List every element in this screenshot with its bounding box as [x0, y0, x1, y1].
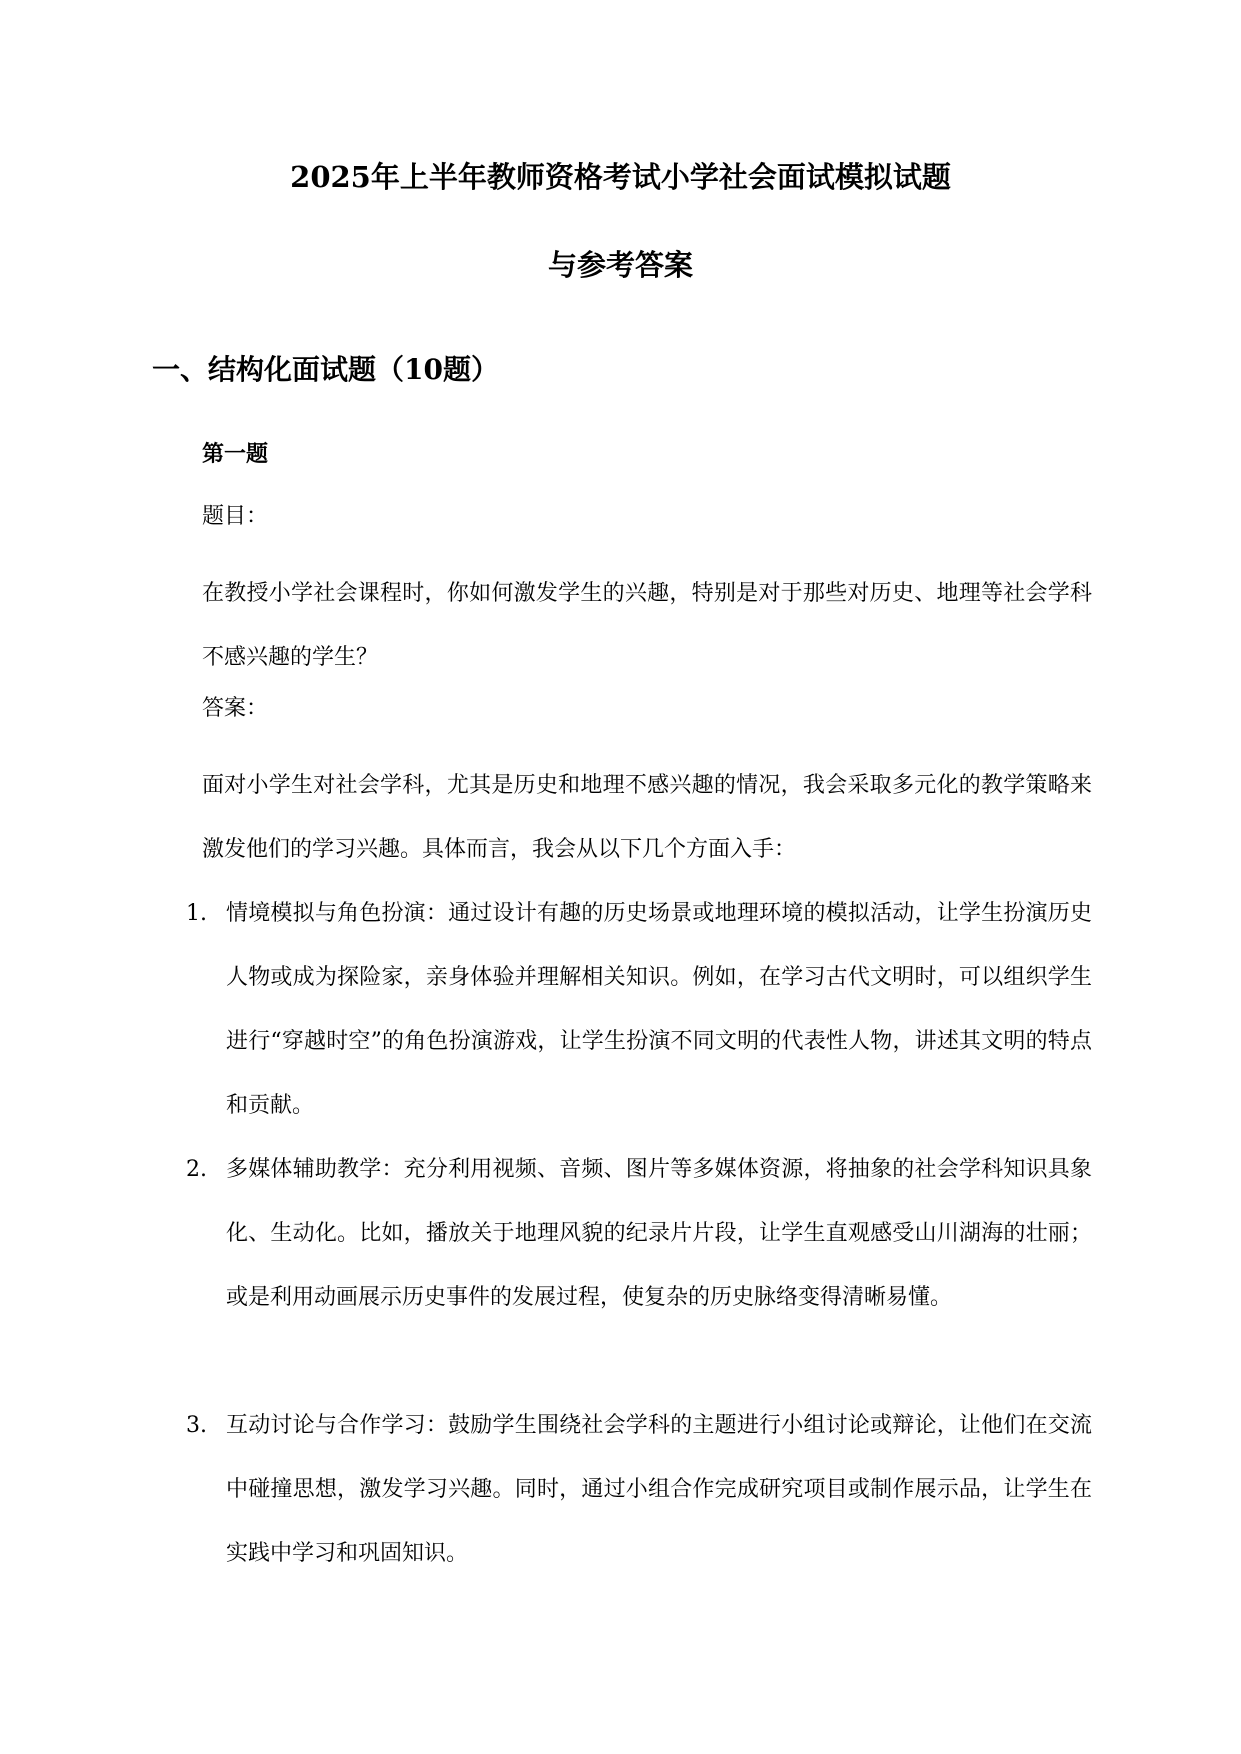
prompt-label: 题目： — [202, 504, 269, 529]
list-item-text: 情境模拟与角色扮演：通过设计有趣的历史场景或地理环境的模拟活动，让学生扮演历史人物或成为探险家，亲身体验并理解相关知识。例如，在学习古代文明时，可以组织学生进行“穿越时空”的角色扮演游戏，让学生扮演不同文明的代表性人物，讲述其文明的特点和贡献。 — [226, 901, 1092, 1118]
document-title-line-1: 2025年上半年教师资格考试小学社会面试模拟试题 — [290, 160, 951, 194]
list-item-number: 2. — [186, 1157, 207, 1182]
list-item-number: 1. — [186, 901, 207, 926]
section-heading: 一、结构化面试题（10题） — [152, 353, 499, 386]
document-title-line-2: 与参考答案 — [547, 248, 693, 282]
answer-list-item — [186, 882, 1092, 1138]
list-item-number: 3. — [186, 1413, 207, 1438]
list-item-text: 多媒体辅助教学：充分利用视频、音频、图片等多媒体资源，将抽象的社会学科知识具象化、生动化。比如，播放关于地理风貌的纪录片片段，让学生直观感受山川湖海的壮丽；或是利用动画展示历史事件的发展过程，使复杂的历史脉络变得清晰易懂。 — [226, 1157, 1092, 1310]
answer-list-item — [186, 1394, 1092, 1586]
answer-intro: 面对小学生对社会学科，尤其是历史和地理不感兴趣的情况，我会采取多元化的教学策略来激发他们的学习兴趣。具体而言，我会从以下几个方面入手： — [202, 773, 1092, 862]
answer-label: 答案： — [202, 696, 269, 721]
list-item-text: 互动讨论与合作学习：鼓励学生围绕社会学科的主题进行小组讨论或辩论，让他们在交流中碰撞思想，激发学习兴趣。同时，通过小组合作完成研究项目或制作展示品，让学生在实践中学习和巩固知识。 — [226, 1413, 1092, 1566]
prompt-text: 在教授小学社会课程时，你如何激发学生的兴趣，特别是对于那些对历史、地理等社会学科不感兴趣的学生？ — [202, 581, 1092, 670]
question-heading: 第一题 — [202, 441, 269, 467]
answer-list-item — [186, 1138, 1092, 1330]
